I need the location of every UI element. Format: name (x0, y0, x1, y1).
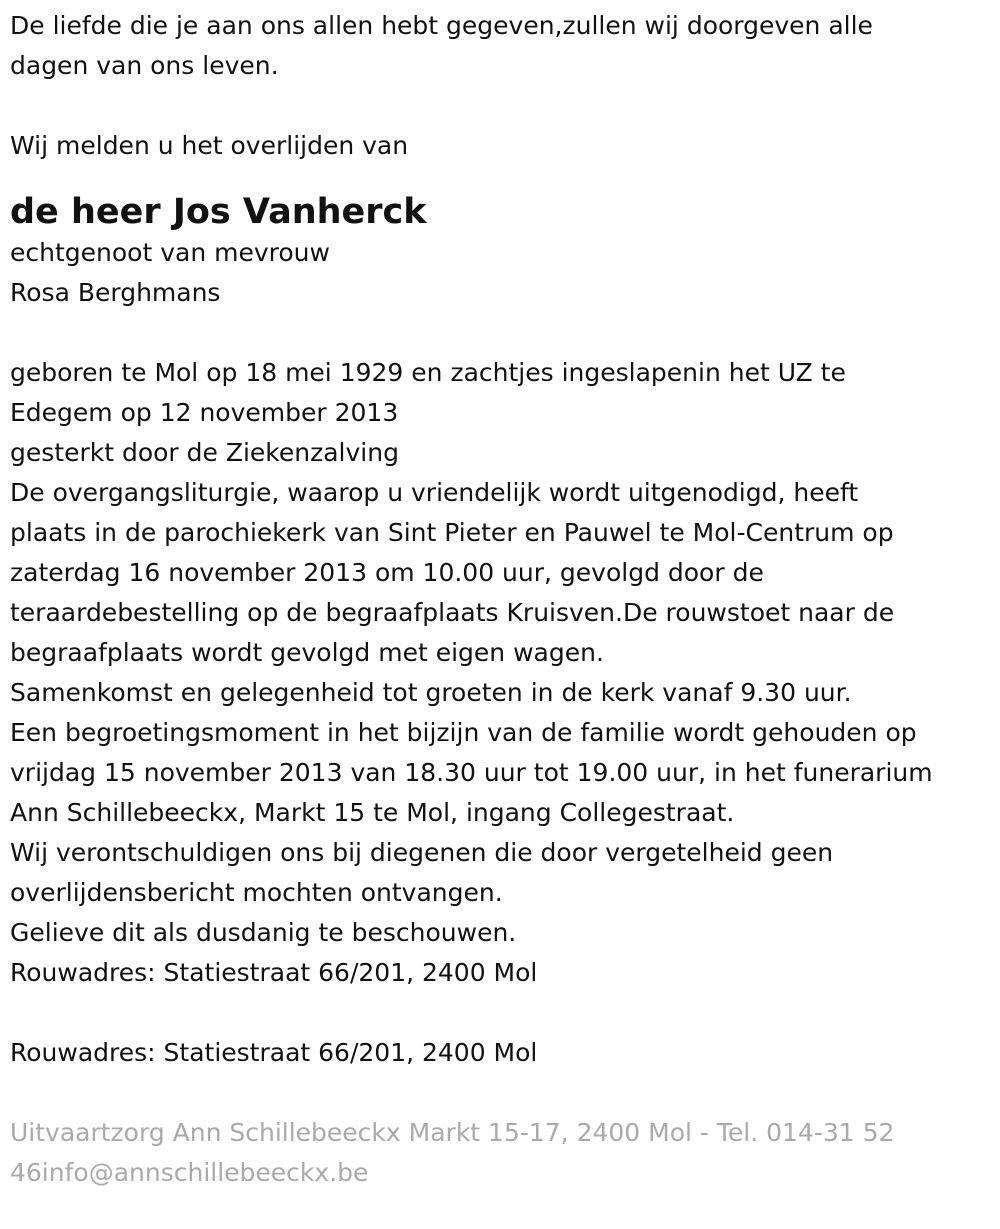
body-line: gesterkt door de Ziekenzalving (10, 438, 399, 467)
body-line: vrijdag 15 november 2013 van 18.30 uur tot 19.00 uur, in het funerarium (10, 758, 933, 787)
spacer (10, 1073, 990, 1113)
body-line: overlijdensbericht mochten ontvangen. (10, 878, 503, 907)
footer-line-1: Uitvaartzorg Ann Schillebeeckx Markt 15-17, 2400 Mol - Tel. 014-31 52 (10, 1118, 895, 1147)
footer (10, 1113, 990, 1193)
spacer (10, 313, 990, 353)
spacer (10, 993, 990, 1033)
footer-line-2: 46info@annschillebeeckx.be (10, 1158, 369, 1187)
mourning-address: Rouwadres: Statiestraat 66/201, 2400 Mol (10, 1038, 538, 1067)
body-line: geboren te Mol op 18 mei 1929 en zachtjes ingeslapenin het UZ te (10, 358, 846, 387)
body-line: zaterdag 16 november 2013 om 10.00 uur, gevolgd door de (10, 558, 764, 587)
intro-line-2: dagen van ons leven. (10, 51, 279, 80)
spacer (10, 86, 990, 126)
body-line: Een begroetingsmoment in het bijzijn van de familie wordt gehouden op (10, 718, 917, 747)
body-line: Edegem op 12 november 2013 (10, 398, 399, 427)
body-line: De overgangsliturgie, waarop u vriendelijk wordt uitgenodigd, heeft (10, 478, 859, 507)
intro-line-1: De liefde die je aan ons allen hebt gegeven,zullen wij doorgeven alle (10, 11, 873, 40)
deceased-name: de heer Jos Vanherck (10, 192, 427, 232)
body-line: Ann Schillebeeckx, Markt 15 te Mol, ingang Collegestraat. (10, 798, 735, 827)
body-line: Rouwadres: Statiestraat 66/201, 2400 Mol (10, 958, 538, 987)
announcement-text: Wij melden u het overlijden van (10, 131, 409, 160)
body-line: Wij verontschuldigen ons bij diegenen die door vergetelheid geen (10, 838, 834, 867)
body-line: begraafplaats wordt gevolgd met eigen wagen. (10, 638, 604, 667)
body-line: Gelieve dit als dusdanig te beschouwen. (10, 918, 517, 947)
body-line: teraardebestelling op de begraafplaats Kruisven.De rouwstoet naar de (10, 598, 895, 627)
spouse-line-1: echtgenoot van mevrouw (10, 238, 330, 267)
body-line: Samenkomst en gelegenheid tot groeten in de kerk vanaf 9.30 uur. (10, 678, 852, 707)
body-line: plaats in de parochiekerk van Sint Pieter en Pauwel te Mol-Centrum op (10, 518, 894, 547)
obituary-body (10, 353, 990, 993)
spouse-line-2: Rosa Berghmans (10, 278, 221, 307)
